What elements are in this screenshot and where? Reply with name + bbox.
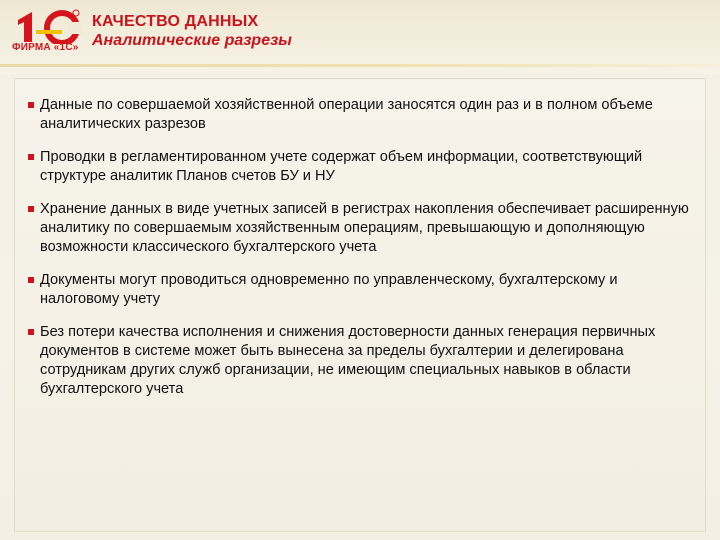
- logo-caption: ФИРМА «1С»: [12, 42, 79, 53]
- list-item: [24, 148, 694, 186]
- header-divider: [0, 64, 720, 67]
- bullet-square-icon: [28, 154, 34, 160]
- list-item: [24, 271, 694, 309]
- list-item: [24, 323, 694, 399]
- list-item: [24, 200, 694, 257]
- bullet-square-icon: [28, 102, 34, 108]
- list-item-text: Проводки в регламентированном учете содержат объем информации, соответствующий структуре аналитик Планов счетов БУ и НУ: [40, 149, 643, 184]
- page-title: КАЧЕСТВО ДАННЫХ: [92, 13, 259, 30]
- bullet-square-icon: [28, 277, 34, 283]
- bullet-square-icon: [28, 206, 34, 212]
- header: [0, 0, 720, 74]
- list-item-text: Данные по совершаемой хозяйственной операции заносятся один раз и в полном объеме аналитических разрезов: [40, 97, 653, 132]
- bullet-list: [24, 96, 694, 413]
- list-item: [24, 96, 694, 134]
- page-subtitle: Аналитические разрезы: [92, 32, 292, 49]
- list-item-text: Без потери качества исполнения и снижения достоверности данных генерация первичных документов в системе может быть вынесена за пределы бухгалтерии и делегирована сотрудникам других служб организации, не имеющим специальных навыков в области бухгалтерского учета: [40, 324, 656, 397]
- list-item-text: Документы могут проводиться одновременно по управленческому, бухгалтерскому и налоговому учету: [40, 272, 618, 307]
- list-item-text: Хранение данных в виде учетных записей в регистрах накопления обеспечивает расширенную аналитику по совершаемым хозяйственным операциям, превышающую и дополняющую возможности классического бухгалтерского учета: [40, 201, 689, 255]
- bullet-square-icon: [28, 329, 34, 335]
